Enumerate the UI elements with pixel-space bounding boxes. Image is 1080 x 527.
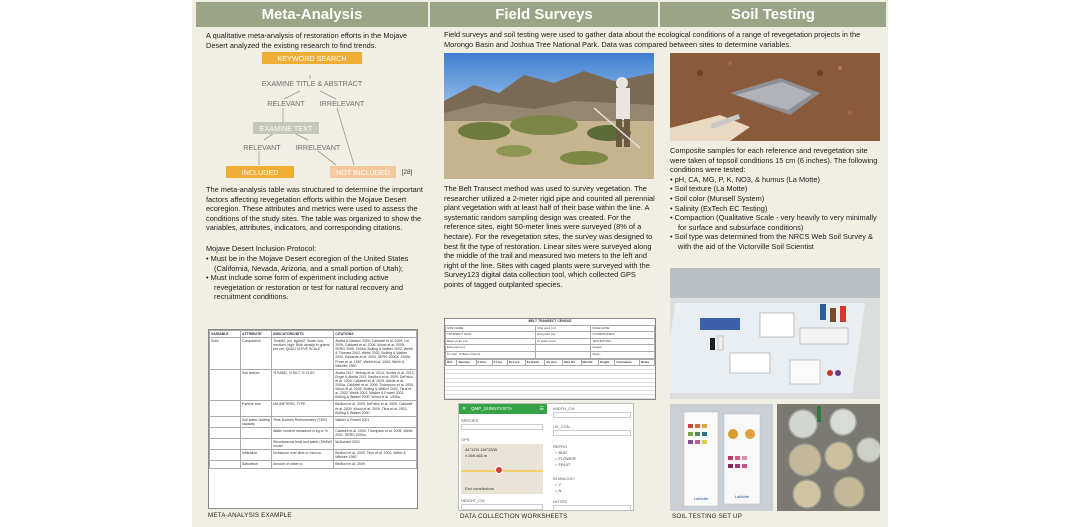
soil-samples-jars-photo (777, 404, 880, 511)
field-photo-image (444, 53, 654, 179)
table-cell: Bedford et al. 2009 (334, 461, 417, 468)
table-cell: Saturation (241, 461, 272, 468)
census-empty-rows (445, 366, 655, 400)
census-column: Comments (615, 359, 640, 366)
census-field: TRANSECT NUM: (446, 332, 536, 339)
repro-option-label: FLOWER (558, 456, 576, 461)
table-row (210, 427, 417, 438)
field-surveys-header (430, 2, 658, 27)
form-mulch-label: IN MULCH? (553, 476, 575, 481)
table-row (446, 351, 655, 358)
meta-analysis-table (208, 329, 418, 509)
repro-option-label: FRUIT (558, 462, 571, 467)
protocol-title: Mojave Desert Inclusion Protocol: (206, 244, 317, 253)
census-field: Orig point (m): (536, 325, 591, 332)
soil-test-text: Soil type was determined from the NRCS Web Soil Survey & with the aid of the Victorville Soil Scientist (674, 232, 873, 251)
table-cell: Abella & Newton 2009, Caldwell et al. 2009, Lei 2009, Caldwell et al. 2006, Wood et al. 2005, SERG 2005, 2004a, Bolling & Walker 2002, Webb & Thomas 2002, Webb 2002, Bolling & Walker 2000, Edwards et al. 2000, SERG 2000a, 2000b, Prose et al. 1987, Webb et al. 1983, Webb & Wilshire 1980 (334, 338, 417, 370)
table-cell (210, 416, 241, 427)
form-gps-label: GPS (461, 437, 470, 442)
table-row (210, 439, 417, 450)
census-field: End point (m): (536, 332, 591, 339)
soil-testing-header (660, 2, 886, 27)
gps-accuracy: ± 269.463 m (465, 453, 488, 458)
form-height-label: HEIGHT_CM (461, 498, 485, 503)
height-input[interactable] (461, 504, 543, 510)
soil-test-item: • Soil color (Munsell System) (670, 193, 765, 203)
meta-intro: A qualitative meta-analysis of restoration efforts in the Mojave Desert analyzed the existing research to find trends. (206, 31, 408, 50)
mulch-option-no[interactable]: ○ N (555, 488, 562, 493)
census-column: Ex Live (507, 359, 525, 366)
form-width-label: WIDTH_CM (553, 406, 575, 411)
survey123-form (458, 403, 634, 511)
soil-testing-caption: SOIL TESTING SET UP (672, 513, 743, 520)
soil-intro: Composite samples for each reference and revegetation site were taken of topsoil conditions 15 cm (6 inches). The following conditions were tested: (670, 146, 878, 175)
soil-photo-image (670, 53, 880, 141)
census-columns-row (446, 359, 655, 366)
soil-body (670, 146, 882, 252)
soil-sampling-photo (670, 53, 880, 141)
jars-image (777, 404, 880, 511)
soil-test-item: • Salinity (ExTech EC Testing) (670, 203, 768, 213)
table-cell: Bedford et al. 2009, Titus et al. 2002, Webb & Wilshire 1980 (334, 450, 417, 461)
table-cell (241, 439, 272, 450)
repro-option-flower[interactable]: ○ FLOWER (555, 456, 576, 461)
repro-option-fruit[interactable]: ○ FRUIT (555, 462, 571, 467)
field-intro: Field surveys and soil testing were used to gather data about the ecological conditions of a range of revegetation projects in the Morongo Basin and Joshua Tree National Park. Data was compared between sites to determine variables. (444, 30, 861, 49)
menu-icon[interactable]: ☰ (539, 406, 544, 412)
mulch-option-label: N (558, 488, 562, 493)
soil-test-text: Compaction (Qualitative Scale - very heavily to very minimally for surface and subsurface conditions) (674, 213, 877, 232)
soil-test-text: Salinity (ExTech EC Testing) (674, 203, 768, 213)
census-header-fields (445, 325, 655, 359)
table-cell: Particle size (241, 401, 272, 416)
kit-brand-label-right: LaMotte (734, 494, 750, 499)
census-column: Species (457, 359, 476, 366)
census-field: % Litter: % Bare Ground: (446, 351, 536, 358)
table-row (446, 325, 655, 332)
flow-not-included-label: NOT INCLUDED (336, 167, 390, 177)
table-row (210, 338, 417, 370)
gps-map[interactable] (461, 444, 543, 494)
width-input[interactable] (553, 412, 631, 418)
census-grid (445, 359, 655, 367)
color-chart-image (670, 404, 773, 511)
table-header: ATTRIBUTE (241, 331, 272, 338)
census-field (536, 345, 591, 352)
table-cell (210, 439, 241, 450)
census-column: Ref. (446, 359, 457, 366)
form-app-title: QMP_SUNNYVISTA (471, 406, 513, 411)
flow-count: [28] (401, 169, 413, 176)
flow-not-included (330, 166, 396, 178)
flow-included (226, 166, 294, 178)
census-field: % Litter cover: (536, 338, 591, 345)
form-notes-label: NOTES (553, 499, 567, 504)
table-header: CITATIONS (334, 331, 417, 338)
flow-included-label: INCLUDED (241, 167, 279, 177)
soil-test-color-chart-photo (670, 404, 773, 511)
census-column: Ex Gen (545, 359, 563, 366)
soil-test-item: • Soil texture (La Motte) (670, 184, 748, 194)
flow-relevant-2: RELEVANT (243, 143, 281, 152)
flow-relevant-1: RELEVANT (267, 99, 305, 108)
table-cell (210, 427, 241, 438)
map-location-pin-icon (495, 466, 503, 474)
table-cell: Amount of water to (272, 461, 334, 468)
species-input[interactable] (461, 424, 543, 430)
close-icon[interactable]: ✕ (462, 406, 467, 412)
table-cell: % SAND, % SILT, % CLAY (272, 369, 334, 401)
soil-lab-setup-photo (670, 268, 880, 399)
census-field: End point (m): (446, 345, 536, 352)
form-repro-label: REPRO (553, 444, 568, 449)
meta-analysis-caption: META-ANALYSIS EXAMPLE (208, 512, 292, 519)
soil-test-text: Soil texture (La Motte) (674, 184, 748, 194)
form-app-bar (459, 404, 547, 414)
field-surveys-title: Field Surveys (495, 6, 593, 23)
census-column: Height (598, 359, 614, 366)
flow-examine-text-label: EXAMINE TEXT (259, 123, 313, 133)
flow-keyword-search-label: KEYWORD SEARCH (277, 53, 347, 63)
form-species-label: SPECIES (461, 418, 479, 423)
meta-body: The meta-analysis table was structured to determine the important factors affecting revegetation efforts within the Mojave Desert ecoregion. These attributes and metrics were used to assess the conditions of the study sites. The table was organized to show the variables, attributes, indicators, and corresponding citations. (206, 185, 423, 233)
census-column: Ex Dead (525, 359, 545, 366)
map-credit: Esri contributors (465, 486, 494, 491)
table-row (210, 461, 417, 468)
meta-analysis-header (196, 2, 428, 27)
data-collection-caption: DATA COLLECTION WORKSHEETS (460, 513, 568, 520)
repro-option-label: BUD (558, 450, 567, 455)
table-cell: Soil texture (241, 369, 272, 401)
table-cell: Abella 2017, Belnap et al. 2014, Scoles et al. 2013, Engel & Abella 2011, Bedford et al. 2009, DeFalco et al. 2009, Caldwell et al. 2009, Abella et al. 2009a, Caldwell et al. 2006, Thompson et al. 2005, Wood et al. 2005, Bolling & Walker 2002, Titus et al. 2002, Webb 2002, Walker & Powell 2001, Bolling & Walker 2000, Wood et al. 1995a (335, 370, 415, 400)
table-cell: Simultaneous heat and water (SHAW) model (273, 440, 333, 449)
census-field: SITE NAME: (446, 325, 536, 332)
soil-test-text: Soil color (Munsell System) (674, 193, 765, 203)
table-cell (210, 450, 241, 461)
census-field: PAGE DATE: (591, 325, 655, 332)
meta-analysis-title: Meta-Analysis (261, 6, 363, 23)
protocol-item: • Must include some form of experiment including active revegetation or restoration or test for natural recovery and recruitment conditions. (206, 273, 403, 302)
protocol-item-text: Must include some form of experiment including active revegetation or restoration or test for natural recovery and recruitment conditions. (210, 273, 403, 302)
census-column: Max Dir (563, 359, 581, 366)
census-field: COORDINATES: (591, 332, 655, 339)
census-column: Min Dir (581, 359, 598, 366)
protocol-item-text: Must be in the Mojave Desert ecoregion of the United States (California, Nevada, Arizona, and a small portion of Utah); (210, 254, 409, 273)
field-body: The Belt Transect method was used to survey vegetation. The researcher utilized a 2-meter rigid pipe and counted all perennial plant vegetation with at least half of their base within the line. A systematic random sampling design was created. For the reference sites, eight 50-meter lines were surveyed (8% of a hectare). For the revegetation sites, the survey was designed to best fit the type of restoration. Linear sites were surveyed along the middle of the trail and measured two meters to the left and right of the line. Sites with caged plants were surveyed with the Survey123 digital data collection tool, which collected GPS points of tagged outplanted species. (444, 184, 655, 289)
flow-examine-text (253, 122, 319, 134)
notes-input[interactable] (553, 505, 631, 511)
table-cell: Bedford et al. 2009, DeFalco et al. 2009, Caldwell et al. 2009, Wood et al. 2005, Titus et al. 2002, Bolling & Walker 2000 (334, 401, 417, 416)
table-header: INDICATOR/UNITS (272, 331, 334, 338)
table-cell: Infiltration (241, 450, 272, 461)
table-row (210, 450, 417, 461)
census-column: # Gen. (476, 359, 492, 366)
gps-coords: 34°12'N 116°25'W (465, 447, 498, 452)
census-column: # Live (492, 359, 507, 366)
lab-photo-image (670, 268, 880, 399)
table-cell: Inches/cm over time or min/cm (272, 450, 334, 461)
belt-transect-census-sheet (444, 318, 656, 400)
table-header: VARIABLE (210, 331, 241, 338)
census-field: Begin point (m): (446, 338, 536, 345)
mulch-option-label: Y (558, 482, 562, 487)
protocol-item: • Must be in the Mojave Desert ecoregion of the United States (California, Nevada, Arizona, and a small portion of Utah); (206, 254, 409, 273)
kit-brand-label-left: LaMotte (693, 496, 709, 501)
mulch-option-yes[interactable]: ○ Y (555, 482, 562, 487)
table-cell: McDonald 2002 (334, 439, 417, 450)
census-field: Slope: (591, 351, 655, 358)
table-cell (210, 461, 241, 468)
table-cell (210, 401, 241, 416)
table-row (210, 369, 417, 401)
table-cell: Tons/ft2, psi, kg/cm2; Scale: low, medium, high; Bulk density in grams per cm; QUALITATIVE SCALE (272, 338, 334, 370)
table-cell (210, 369, 241, 401)
table-header-row (210, 331, 417, 338)
table-row (446, 332, 655, 339)
soil-test-list (670, 175, 882, 252)
census-field (536, 351, 591, 358)
table-row (210, 401, 417, 416)
table-cell: Soil water-holding capacity (242, 417, 270, 426)
table-row (446, 345, 655, 352)
census-field: Aspect: (591, 345, 655, 352)
soil-test-item: • pH, CA, MG, P, K, NO3, & humus (La Motte) (670, 174, 820, 184)
soil-test-item: • Soil type was determined from the NRCS Web Soil Survey & with the aid of the Victorville Soil Scientist (670, 232, 873, 251)
soil-test-item: • Compaction (Qualitative Scale - very heavily to very minimally for surface and subsurface conditions) (670, 213, 877, 232)
uv-input[interactable] (553, 430, 631, 436)
soil-test-text: pH, CA, MG, P, K, NO3, & humus (La Motte) (674, 174, 820, 184)
form-uv-label: UV_CON (553, 424, 570, 429)
flow-irrelevant-2: IRRELEVANT (295, 143, 341, 152)
table-cell: Caldwell et al. 2009, Thompson et al. 2005, Webb 2002, SERG 2000a (334, 427, 417, 438)
soil-testing-title: Soil Testing (731, 6, 815, 23)
census-column: Notes (639, 359, 654, 366)
table-row (210, 416, 417, 427)
census-title: BELT TRANSECT CENSUS (528, 319, 572, 323)
table-cell: Time Domain Reflectometry (TDR) (272, 416, 334, 427)
table-cell: Compaction (241, 338, 272, 370)
flow-irrelevant-1: IRRELEVANT (319, 99, 365, 108)
census-field: TECHNICIAN: (591, 338, 655, 345)
field-survey-photo (444, 53, 654, 179)
table-cell: Walker & Powell 2001 (334, 416, 417, 427)
table-cell: Soils (210, 338, 241, 370)
repro-option-bud[interactable]: ○ BUD (555, 450, 567, 455)
table-cell (241, 427, 272, 438)
flow-examine-title: EXAMINE TITLE & ABSTRACT (261, 79, 363, 88)
protocol-list (206, 254, 424, 302)
table-cell: MILIMETERS, TYPE (272, 401, 334, 416)
flow-keyword-search (262, 52, 362, 64)
table-row (446, 338, 655, 345)
table-cell: Water content measured in kg or % (272, 427, 334, 438)
